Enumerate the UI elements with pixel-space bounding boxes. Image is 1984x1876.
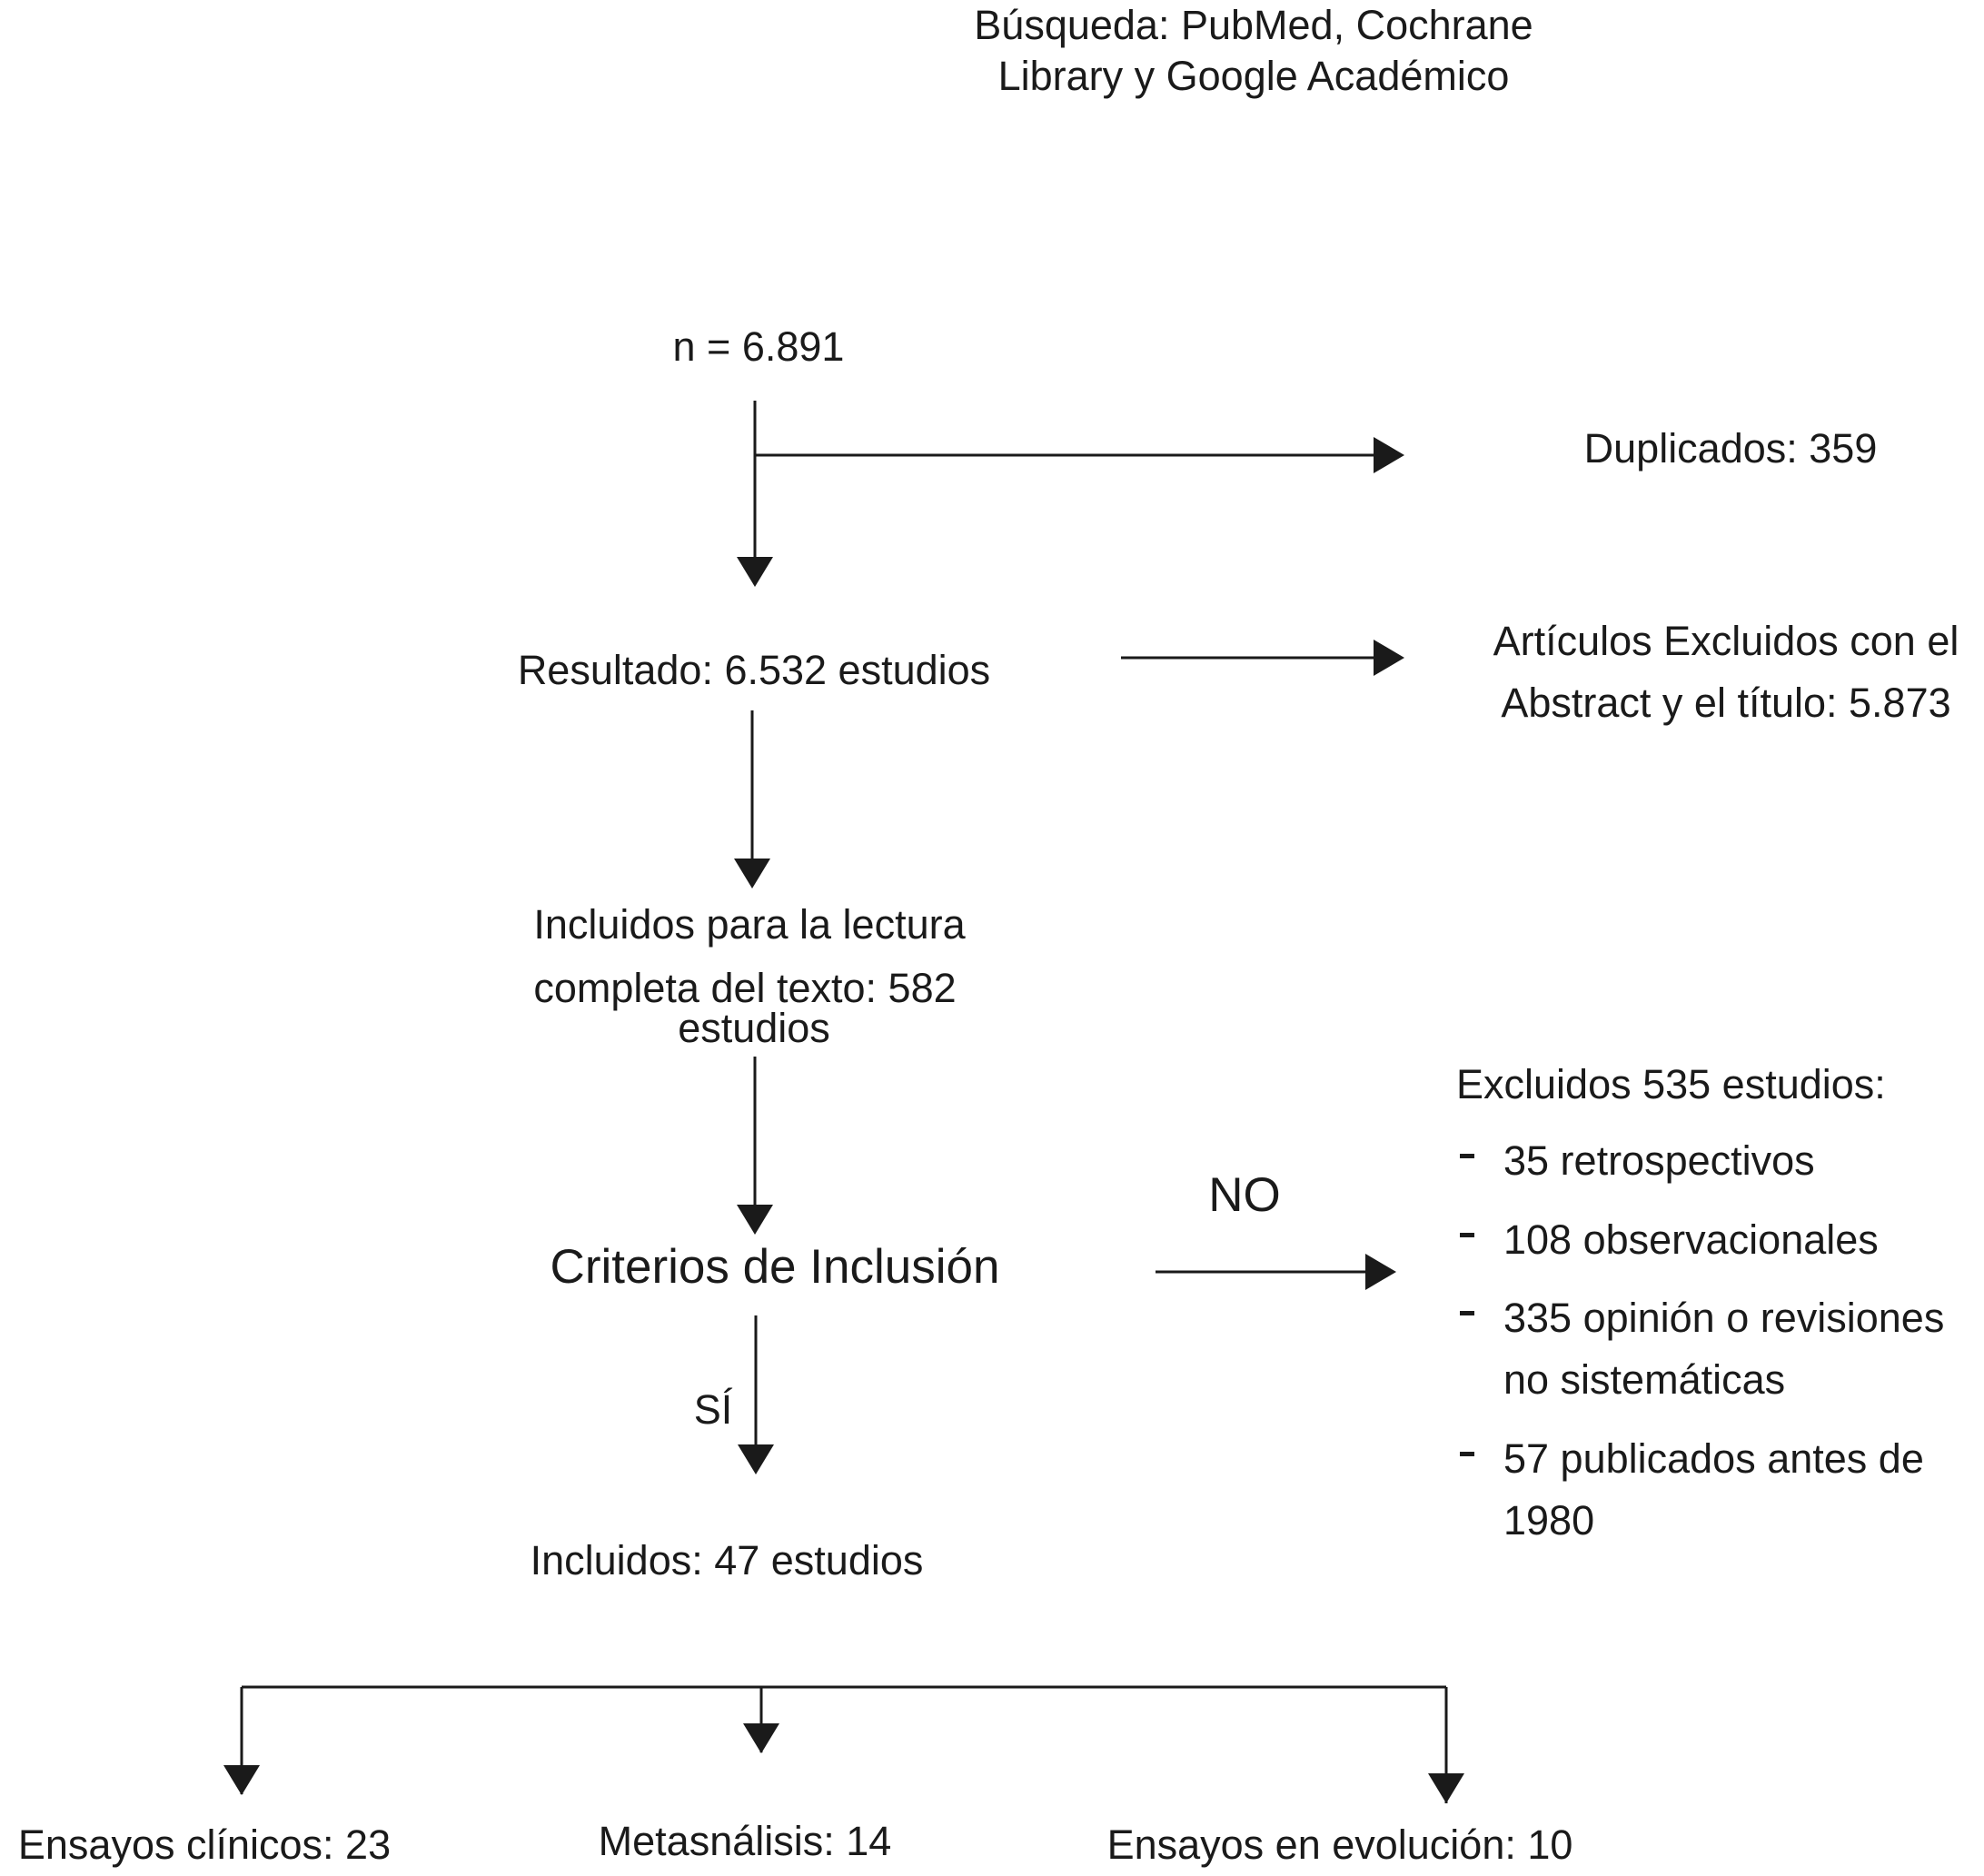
fulltext-line-2: completa del texto: 582 — [533, 965, 957, 1011]
fulltext-line-3: estudios — [678, 1005, 830, 1051]
search-line-2: Library y Google Académico — [997, 53, 1510, 99]
arrowhead-ongoing-trials — [1428, 1773, 1464, 1803]
excluded-item-continuation: 1980 — [1503, 1497, 1595, 1543]
arrowhead-clinical-trials — [223, 1765, 260, 1795]
excluded-abstract-line-1: Artículos Excluidos con el — [1493, 618, 1959, 664]
excluded-item: 35 retrospectivos — [1503, 1137, 1815, 1184]
outcome-meta-analysis: Metasnálisis: 14 — [598, 1818, 892, 1864]
arrowhead-fulltext — [734, 859, 770, 888]
arrowhead-result — [737, 557, 773, 587]
arrowhead-yes — [738, 1444, 774, 1474]
arrowhead-excluded-abstract — [1374, 640, 1404, 676]
outcome-clinical-trials: Ensayos clínicos: 23 — [17, 1821, 392, 1868]
result-box: Resultado: 6.532 estudios — [517, 647, 991, 693]
outcome-ongoing-trials: Ensayos en evolución: 10 — [1106, 1821, 1573, 1868]
excluded-item: 57 publicados antes de — [1503, 1435, 1924, 1482]
duplicates-box: Duplicados: 359 — [1583, 425, 1878, 471]
excluded-list-header: Excluidos 535 estudios: — [1456, 1061, 1886, 1107]
total-count: n = 6.891 — [672, 323, 845, 370]
arrowhead-duplicates — [1374, 437, 1404, 473]
label-yes: SÍ — [693, 1386, 733, 1433]
arrowhead-criteria — [737, 1205, 773, 1235]
bullet-dash — [1460, 1154, 1474, 1158]
search-line-1: Búsqueda: PubMed, Cochrane — [974, 2, 1533, 48]
fulltext-line-1: Incluidos para la lectura — [533, 901, 966, 948]
bullet-dash — [1460, 1311, 1474, 1315]
included-box: Incluidos: 47 estudios — [530, 1537, 924, 1583]
excluded-item-continuation: no sistemáticas — [1503, 1356, 1786, 1403]
excluded-item: 108 observacionales — [1503, 1216, 1879, 1263]
excluded-abstract-line-2: Abstract y el título: 5.873 — [1501, 680, 1951, 726]
arrowhead-no — [1365, 1254, 1396, 1290]
label-no: NO — [1208, 1168, 1281, 1222]
bullet-dash — [1460, 1233, 1474, 1237]
criteria-box: Criterios de Inclusión — [550, 1240, 1000, 1294]
excluded-item: 335 opinión o revisiones — [1503, 1295, 1945, 1341]
arrowhead-meta-analysis — [743, 1723, 779, 1753]
bullet-dash — [1460, 1452, 1474, 1456]
